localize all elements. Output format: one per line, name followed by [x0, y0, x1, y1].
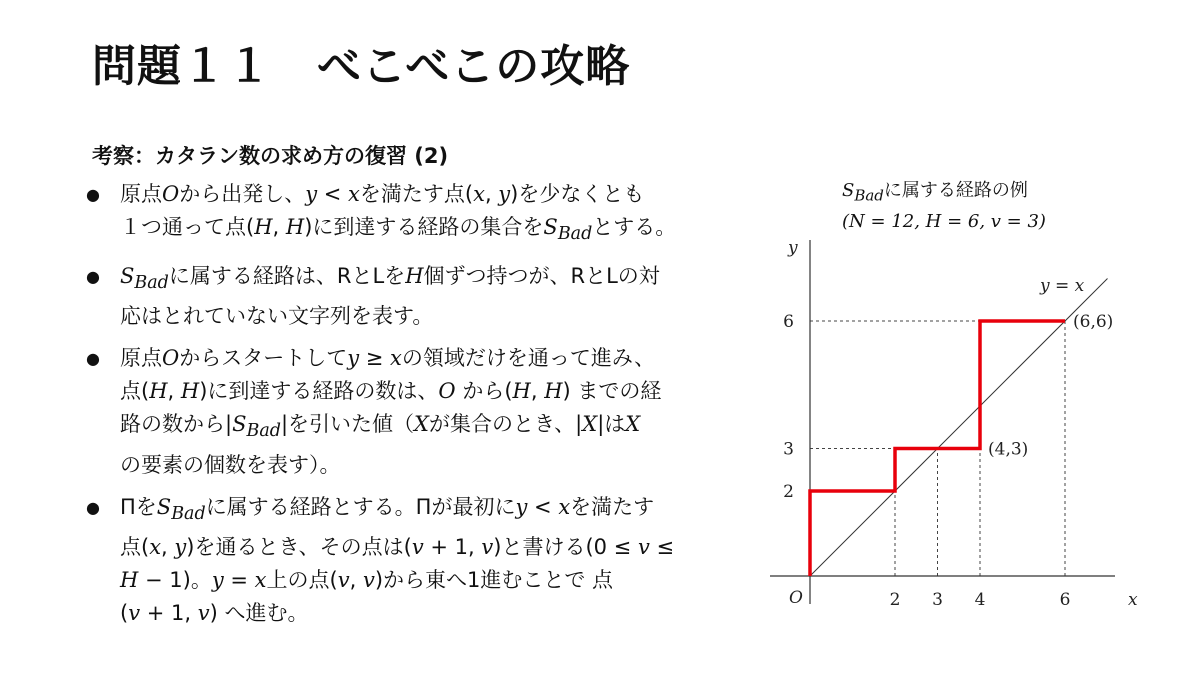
chart-caption-line2: (N = 12, H = 6, v = 3) — [842, 210, 1046, 232]
chart-caption — [842, 178, 1046, 235]
y-tick-label: 6 — [783, 312, 794, 332]
point-annotations — [988, 312, 1113, 460]
path-chart — [760, 232, 1180, 617]
x-axis-label: x — [1128, 590, 1138, 610]
x-tick-label: 3 — [932, 590, 943, 610]
x-tick-label: 6 — [1059, 590, 1071, 610]
bullet-list — [86, 178, 766, 639]
tick-labels — [783, 312, 1070, 610]
chart-caption-line1: $S_{Bad}$に属する経路の例 — [842, 180, 1028, 205]
bullet-item: ● Πを$S_{Bad}$に属する経路とする。Πが最初にy < xを満たす 点(x, y)を通るとき、その点は(v + 1, v)と書ける(0 ≤ v ≤ H − 1)。y = x上の点(v, v)から東へ1進むことで 点 (v + 1, v) へ進む。 — [86, 491, 766, 630]
x-tick-label: 4 — [974, 590, 986, 610]
bullet-item: ● 原点Oから出発し、y < xを満たす点(x, y)を少なくとも １つ通って点(H, H)に到達する経路の集合を$S_{Bad}$とする。 — [86, 178, 766, 251]
diagonal-line — [810, 279, 1108, 577]
page-title: 問題１１ べこべこの攻略 — [92, 41, 631, 92]
bullet-item: ● 原点Oからスタートしてy ≥ xの領域だけを通って進み、 点(H, H)に到達する経路の数は、O から(H, H) までの経 路の数から$|S_{Bad}|$を引いた値（Xが集合のとき、|X|はX の要素の個数を表す）。 — [86, 342, 766, 481]
point-annotation: (6,6) — [1073, 312, 1114, 332]
section-subtitle: 考察：カタラン数の求め方の復習 (2) — [92, 144, 449, 168]
y-tick-label: 2 — [783, 482, 794, 502]
bullet-item: ● $S_{Bad}$に属する経路は、RとLをH個ずつ持つが、RとLの対 応はとれていない文字列を表す。 — [86, 260, 766, 333]
x-tick-label: 2 — [889, 590, 901, 610]
y-axis-label: y — [788, 238, 798, 258]
y-tick-label: 3 — [783, 439, 794, 460]
origin-label: O — [789, 588, 803, 608]
diagonal-label: y = x — [1040, 276, 1085, 296]
point-annotation: (4,3) — [988, 439, 1029, 460]
